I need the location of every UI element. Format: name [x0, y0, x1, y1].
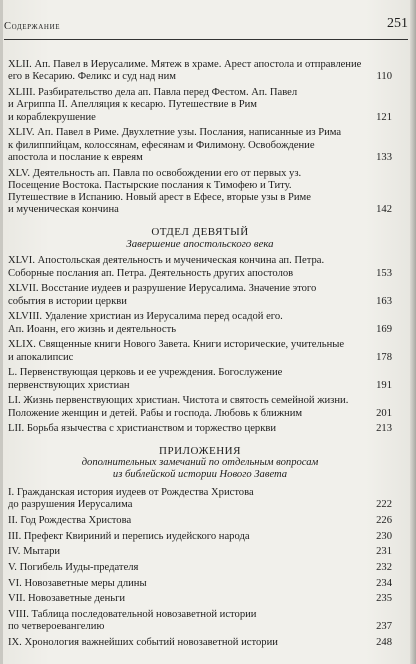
toc-entry-line: Первенствующая церковь и ее учреждения. Богослужение [19, 367, 283, 379]
appendix-subtitle-line: из библейской истории Нового Завета [112, 469, 288, 481]
toc-entry-line: Борьба язычества с христианством и торжество церкви [26, 423, 277, 435]
toc-entry-line: Жизнь первенствующих христиан. Чистота и святость семейной жизни. [23, 395, 349, 407]
toc-entry-number: XLIX. [8, 339, 36, 351]
toc-entry [8, 311, 392, 336]
page-number: 251 [387, 16, 408, 31]
toc-entry-line: по четвероевангелию [8, 621, 105, 633]
toc-entry-line: апостола и послание к евреям [8, 151, 143, 163]
toc-entry-number: IX. [8, 637, 22, 649]
toc-entry-title-continued [8, 71, 370, 83]
toc-entry [8, 168, 392, 217]
running-header [4, 16, 408, 36]
toc-entry-number: LII. [8, 423, 25, 435]
toc-entries-section9 [8, 255, 392, 435]
toc-entry-page: 153 [376, 267, 392, 279]
toc-entry [8, 87, 392, 124]
toc-entry-title [8, 127, 370, 139]
toc-entry-number: XLVII. [8, 283, 39, 295]
page-outer-edge [410, 0, 416, 664]
toc-entry-line: Таблица последовательной новозаветной истории [31, 609, 257, 621]
toc-entry [8, 339, 392, 364]
toc-entry-line: события в истории церкви [8, 295, 127, 307]
toc-entry-line: Восстание иудеев и разрушение Иерусалима. Значение этого [41, 283, 317, 295]
toc-entry [8, 59, 392, 84]
toc-entry-title-continued [8, 621, 370, 633]
toc-entry-title-continued [8, 268, 370, 280]
toc-entry-line: Гражданская история иудеев от Рождества Христова [16, 487, 254, 499]
toc-entry-number: XLV. [8, 167, 31, 179]
toc-entry-line: Ап. Иоанн, его жизнь и деятельность [8, 323, 177, 335]
toc-entry-page: 201 [376, 407, 392, 419]
toc-entry-number: VIII. [8, 609, 29, 621]
section-title: ОТДЕЛ ДЕВЯТЫЙ [151, 225, 249, 238]
toc-entry-title [8, 395, 370, 407]
toc-entry-title [8, 311, 370, 323]
toc-entry [8, 515, 392, 527]
toc-entry-page: 235 [376, 593, 392, 605]
toc-entry-title-continued [8, 192, 370, 204]
toc-entry-line: и Агриппа II. Апелляция к кесарю. Путешествие в Рим [8, 99, 258, 111]
page-gutter-edge [0, 0, 3, 664]
toc-entry [8, 531, 392, 543]
toc-entry-title [8, 531, 370, 543]
toc-entry-page: 230 [376, 530, 392, 542]
toc-entry [8, 283, 392, 308]
toc-entry-number: I. [8, 487, 15, 499]
toc-entry-title-continued [8, 204, 370, 216]
toc-entry [8, 609, 392, 634]
toc-entry-line: Префект Квириний и перепись иудейского народа [23, 530, 250, 542]
toc-entry-title-continued [8, 352, 370, 364]
toc-entry-line: и апокалипсис [8, 351, 74, 363]
toc-entry-page: 178 [376, 351, 392, 363]
appendix-subtitle-line: дополнительных замечаний по отдельным вопросам [81, 456, 319, 468]
toc-entry-line: Новозаветные меры длины [24, 577, 147, 589]
header-rule [4, 39, 408, 40]
toc-entry-title-continued [8, 180, 370, 192]
toc-entries-appendix [8, 487, 392, 649]
toc-entry-line: Ап. Павел в Иерусалиме. Мятеж в храме. Арест апостола и отправление [34, 59, 362, 70]
toc-entry-number: IV. [8, 546, 21, 558]
toc-entry-number: L. [8, 367, 18, 379]
toc-entry [8, 367, 392, 392]
toc-entry-page: 226 [376, 515, 392, 526]
toc-entry-page: 110 [376, 71, 392, 83]
toc-entry [8, 578, 392, 590]
toc-entry-title [8, 593, 370, 605]
toc-entry-page: 234 [376, 577, 392, 589]
toc-entry [8, 423, 392, 435]
toc-entry [8, 487, 392, 512]
toc-entry-page: 248 [376, 637, 392, 649]
toc-entry-title-continued [8, 499, 370, 511]
toc-entry-page: 237 [376, 621, 392, 633]
toc-entry-line: Положение женщин и детей. Рабы и господа. Любовь к ближним [8, 407, 303, 419]
toc-entry-title-continued [8, 408, 370, 420]
toc-entry-number: XLVI. [8, 255, 35, 267]
toc-entry-page: 213 [376, 423, 392, 435]
toc-entry-line: Деятельность ап. Павла по освобождении его от первых уз. [32, 167, 302, 179]
toc-entry-title [8, 87, 370, 99]
toc-entry-line: и кораблекрушение [8, 111, 96, 123]
toc-entry-line: Удаление христиан из Иерусалима перед осадой его. [44, 311, 283, 323]
toc-entry-title [8, 423, 370, 435]
toc-entry-title [8, 609, 370, 621]
toc-entry-number: XLIV. [8, 127, 35, 139]
toc-entry-line: Соборные послания ап. Петра. Деятельность других апостолов [8, 267, 294, 279]
toc-entry [8, 593, 392, 605]
toc-entry-title-continued [8, 99, 370, 111]
toc-entry-number: XLII. [8, 59, 32, 70]
toc-entry-number: VI. [8, 577, 22, 589]
toc-entry-line: первенствующих христиан [8, 379, 130, 391]
toc-entry-line: Разбирательство дела ап. Павла перед Фестом. Ап. Павел [38, 86, 298, 98]
toc-entry [8, 127, 392, 164]
toc-entry-page: 222 [376, 499, 392, 511]
toc-entry-line: Хронология важнейших событий новозаветной истории [24, 637, 278, 649]
toc-entry-number: LI. [8, 395, 21, 407]
toc-entry-title [8, 168, 370, 180]
toc-entry-title [8, 578, 370, 590]
toc-entry-title [8, 637, 370, 649]
appendix-subtitle [8, 457, 392, 482]
toc-entry-page: 133 [376, 151, 392, 163]
toc-entry-title-continued [8, 112, 370, 124]
toc-entry-line: Мытари [23, 546, 61, 558]
toc-entry-title-continued [8, 140, 370, 152]
toc-entry-line: Погибель Иуды-предателя [19, 562, 139, 574]
toc-entry-line: Ап. Павел в Риме. Двухлетние узы. Послания, написанные из Рима [37, 127, 342, 139]
toc-entry-title [8, 59, 370, 71]
appendix-title: ПРИЛОЖЕНИЯ [159, 444, 241, 457]
toc-entry-number: III. [8, 530, 22, 542]
toc-entry [8, 637, 392, 649]
toc-entry-line: до разрушения Иерусалима [8, 499, 133, 511]
toc-entry-title [8, 546, 370, 558]
toc-entry-page: 169 [376, 323, 392, 335]
toc-entry-page: 142 [376, 204, 392, 216]
toc-entry-line: к филиппийцам, колоссянам, ефесянам и Филимону. Освобождение [8, 139, 315, 151]
toc-entry-title-continued [8, 296, 370, 308]
toc-entry-line: его в Кесарию. Феликс и суд над ним [8, 71, 176, 83]
toc-entry [8, 546, 392, 558]
toc-entry-line: Апостольская деятельность и мученическая кончина ап. Петра. [37, 255, 325, 267]
toc-entry-line: и мученическая кончина [8, 204, 119, 216]
toc-entry-title [8, 487, 370, 499]
toc-entry-number: II. [8, 515, 18, 526]
toc-entry [8, 255, 392, 280]
toc-entry-title [8, 562, 370, 574]
toc-entry-page: 121 [376, 111, 392, 123]
toc-entry-title [8, 339, 370, 351]
toc-entry-number: VII. [8, 593, 26, 605]
toc-entry-number: XLIII. [8, 86, 36, 98]
toc-entry-page: 163 [376, 295, 392, 307]
toc-entry-number: XLVIII. [8, 311, 43, 323]
toc-entry-page: 231 [376, 546, 392, 558]
section-subtitle: Завершение апостольского века [126, 238, 274, 251]
toc-entry-title [8, 515, 370, 527]
toc-entry-title-continued [8, 380, 370, 392]
toc-entry-number: V. [8, 562, 17, 574]
toc-entry-line: Новозаветные деньги [28, 593, 126, 605]
toc-entry-line: Посещение Востока. Пастырские послания к Тимофею и Титу. [8, 179, 292, 191]
toc-entry-title-continued [8, 324, 370, 336]
running-header-title: Содержание [4, 21, 61, 32]
toc-entries-top [8, 59, 392, 217]
toc-entry-title [8, 283, 370, 295]
toc-entry-title [8, 367, 370, 379]
toc-entry-page: 191 [376, 379, 392, 391]
table-of-contents [8, 59, 392, 653]
toc-entry-line: Священные книги Нового Завета. Книги исторические, учительные [38, 339, 345, 351]
toc-entry-title-continued [8, 152, 370, 164]
toc-entry-title [8, 255, 370, 267]
toc-entry [8, 562, 392, 574]
toc-entry [8, 395, 392, 420]
toc-entry-line: Путешествие в Испанию. Новый арест в Ефесе, вторые узы в Риме [8, 192, 311, 204]
toc-entry-page: 232 [376, 562, 392, 574]
toc-entry-line: Год Рождества Христова [20, 515, 132, 526]
